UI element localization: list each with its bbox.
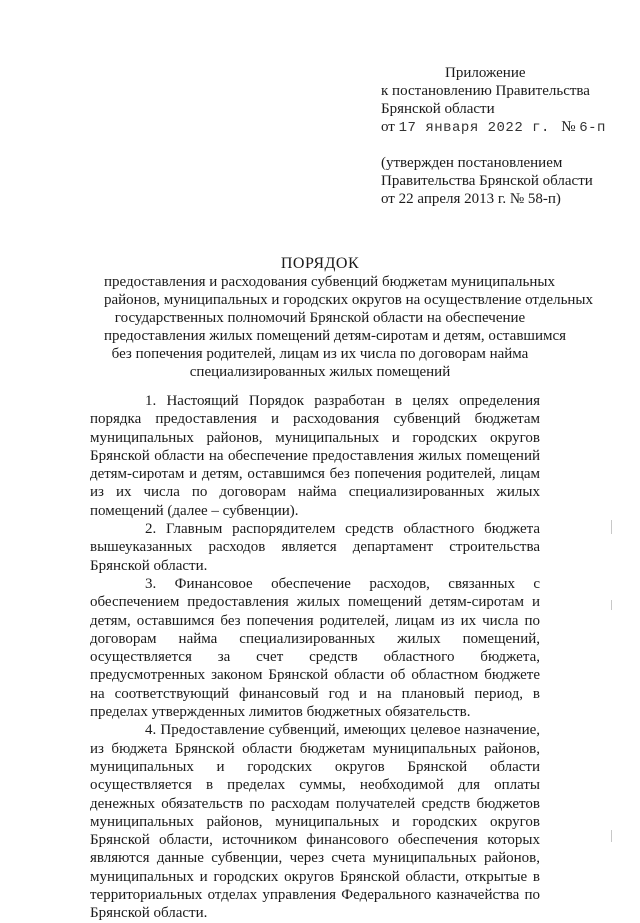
approved-line-1: (утвержден постановлением	[381, 155, 563, 171]
title-line: государственных полномочий Брянской области на обеспечение	[114, 310, 526, 326]
approved-note	[381, 154, 626, 208]
scan-margin-mark	[611, 600, 612, 610]
scan-margin-mark	[611, 520, 612, 534]
approved-line-3: от 22 апреля 2013 г. № 58-п)	[381, 191, 561, 207]
scan-margin-mark	[611, 830, 612, 842]
approved-line-2: Правительства Брянской области	[381, 173, 593, 189]
number-stamp: 6-п	[579, 120, 606, 136]
number-prefix: №	[561, 119, 576, 135]
appendix-date-line	[381, 118, 626, 137]
appendix-line-1: к постановлению Правительства	[381, 83, 590, 99]
appendix-line-2: Брянской области	[381, 101, 495, 117]
paragraph-1: 1. Настоящий Порядок разработан в целях определения порядка предоставления и расходования субвенций бюджетам муниципальных районов, муниципальных и городских округов Брянской области на обеспечение предоставления жилых помещений детям-сиротам и детям, оставшимся без попечения родителей, лицам из их числа по договорам найма специализированных жилых помещений (далее – субвенции).	[90, 393, 540, 519]
title-line: специализированных жилых помещений	[189, 364, 451, 380]
paragraph-4: 4. Предоставление субвенций, имеющих целевое назначение, из бюджета Брянской области бюджетам муниципальных районов, муниципальных и городских округов Брянской области осуществляется в пределах суммы, необходимой для оплаты денежных обязательств по расходам получателей средств бюджетов муниципальных районов, муниципальных и городских округов Брянской области, источником финансового обеспечения которых являются данные субвенции, через счета муниципальных районов, муниципальных и городских округов Брянской области, открытые в территориальных отделах управления Федерального казначейства по Брянской области.	[90, 722, 540, 922]
title-line: предоставления и расходования субвенций бюджетам муниципальных	[104, 274, 555, 290]
appendix-block	[381, 64, 626, 208]
title-heading: ПОРЯДОК	[280, 255, 360, 272]
date-prefix: от	[381, 119, 395, 135]
appendix-heading: Приложение	[445, 65, 526, 81]
date-stamp: 17 января 2022 г.	[398, 120, 550, 136]
title-line: районов, муниципальных и городских округов на осуществление отдельных	[104, 292, 594, 308]
paragraph-2: 2. Главным распорядителем средств областного бюджета вышеуказанных расходов является департамент строительства Брянской области.	[90, 521, 540, 574]
document-body	[90, 392, 540, 923]
paragraph-3: 3. Финансовое обеспечение расходов, связанных с обеспечением предоставления жилых помещений детям-сиротам и детям, оставшимся без попечения родителей, лицам из их числа по договорам найма специализированных жилых помещений, осуществляется за счет средств областного бюджета, предусмотренных законом Брянской области об областном бюджете на соответствующий финансовый год и на плановый период, в пределах утвержденных лимитов бюджетных обязательств.	[90, 575, 540, 721]
title-line: предоставления жилых помещений детям-сиротам и детям, оставшимся	[104, 328, 567, 344]
title-line: без попечения родителей, лицам из их числа по договорам найма	[111, 346, 529, 362]
document-title	[104, 255, 594, 381]
